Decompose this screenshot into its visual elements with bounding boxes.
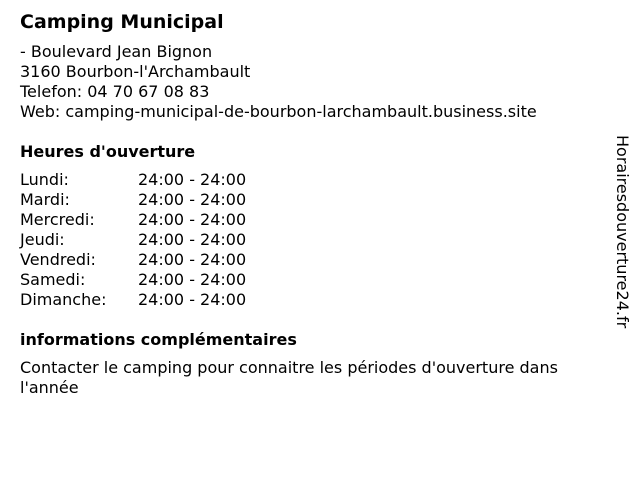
business-name: Camping Municipal <box>20 11 224 33</box>
hours-day: Mercredi: <box>20 210 95 229</box>
additional-info-text: Contacter le camping pour connaitre les périodes d'ouverture dans l'année <box>20 358 558 397</box>
opening-hours-heading: Heures d'ouverture <box>20 142 196 161</box>
website-line[interactable]: Web: camping-municipal-de-bourbon-larchambault.business.site <box>20 102 537 121</box>
phone-line: Telefon: 04 70 67 08 83 <box>20 82 210 101</box>
additional-info-heading: informations complémentaires <box>20 330 297 349</box>
hours-day: Vendredi: <box>20 250 96 269</box>
hours-day: Lundi: <box>20 170 69 189</box>
opening-hours-table <box>20 170 610 310</box>
hours-row-saturday <box>20 270 610 290</box>
hours-row-sunday <box>20 290 610 310</box>
hours-time: 24:00 - 24:00 <box>138 290 247 309</box>
hours-day: Mardi: <box>20 190 70 209</box>
hours-time: 24:00 - 24:00 <box>138 250 247 269</box>
hours-day: Samedi: <box>20 270 86 289</box>
hours-time: 24:00 - 24:00 <box>138 230 247 249</box>
business-card <box>20 10 610 398</box>
hours-time: 24:00 - 24:00 <box>138 170 247 189</box>
hours-time: 24:00 - 24:00 <box>138 190 247 209</box>
address-line-1: - Boulevard Jean Bignon <box>20 42 213 61</box>
hours-day: Dimanche: <box>20 290 107 309</box>
hours-row-monday <box>20 170 610 190</box>
hours-time: 24:00 - 24:00 <box>138 270 247 289</box>
hours-time: 24:00 - 24:00 <box>138 210 247 229</box>
site-brand-vertical: Horairesdouverture24.fr <box>613 135 632 329</box>
hours-day: Jeudi: <box>20 230 65 249</box>
hours-row-friday <box>20 250 610 270</box>
hours-row-thursday <box>20 230 610 250</box>
hours-row-tuesday <box>20 190 610 210</box>
hours-row-wednesday <box>20 210 610 230</box>
address-line-2: 3160 Bourbon-l'Archambault <box>20 62 251 81</box>
